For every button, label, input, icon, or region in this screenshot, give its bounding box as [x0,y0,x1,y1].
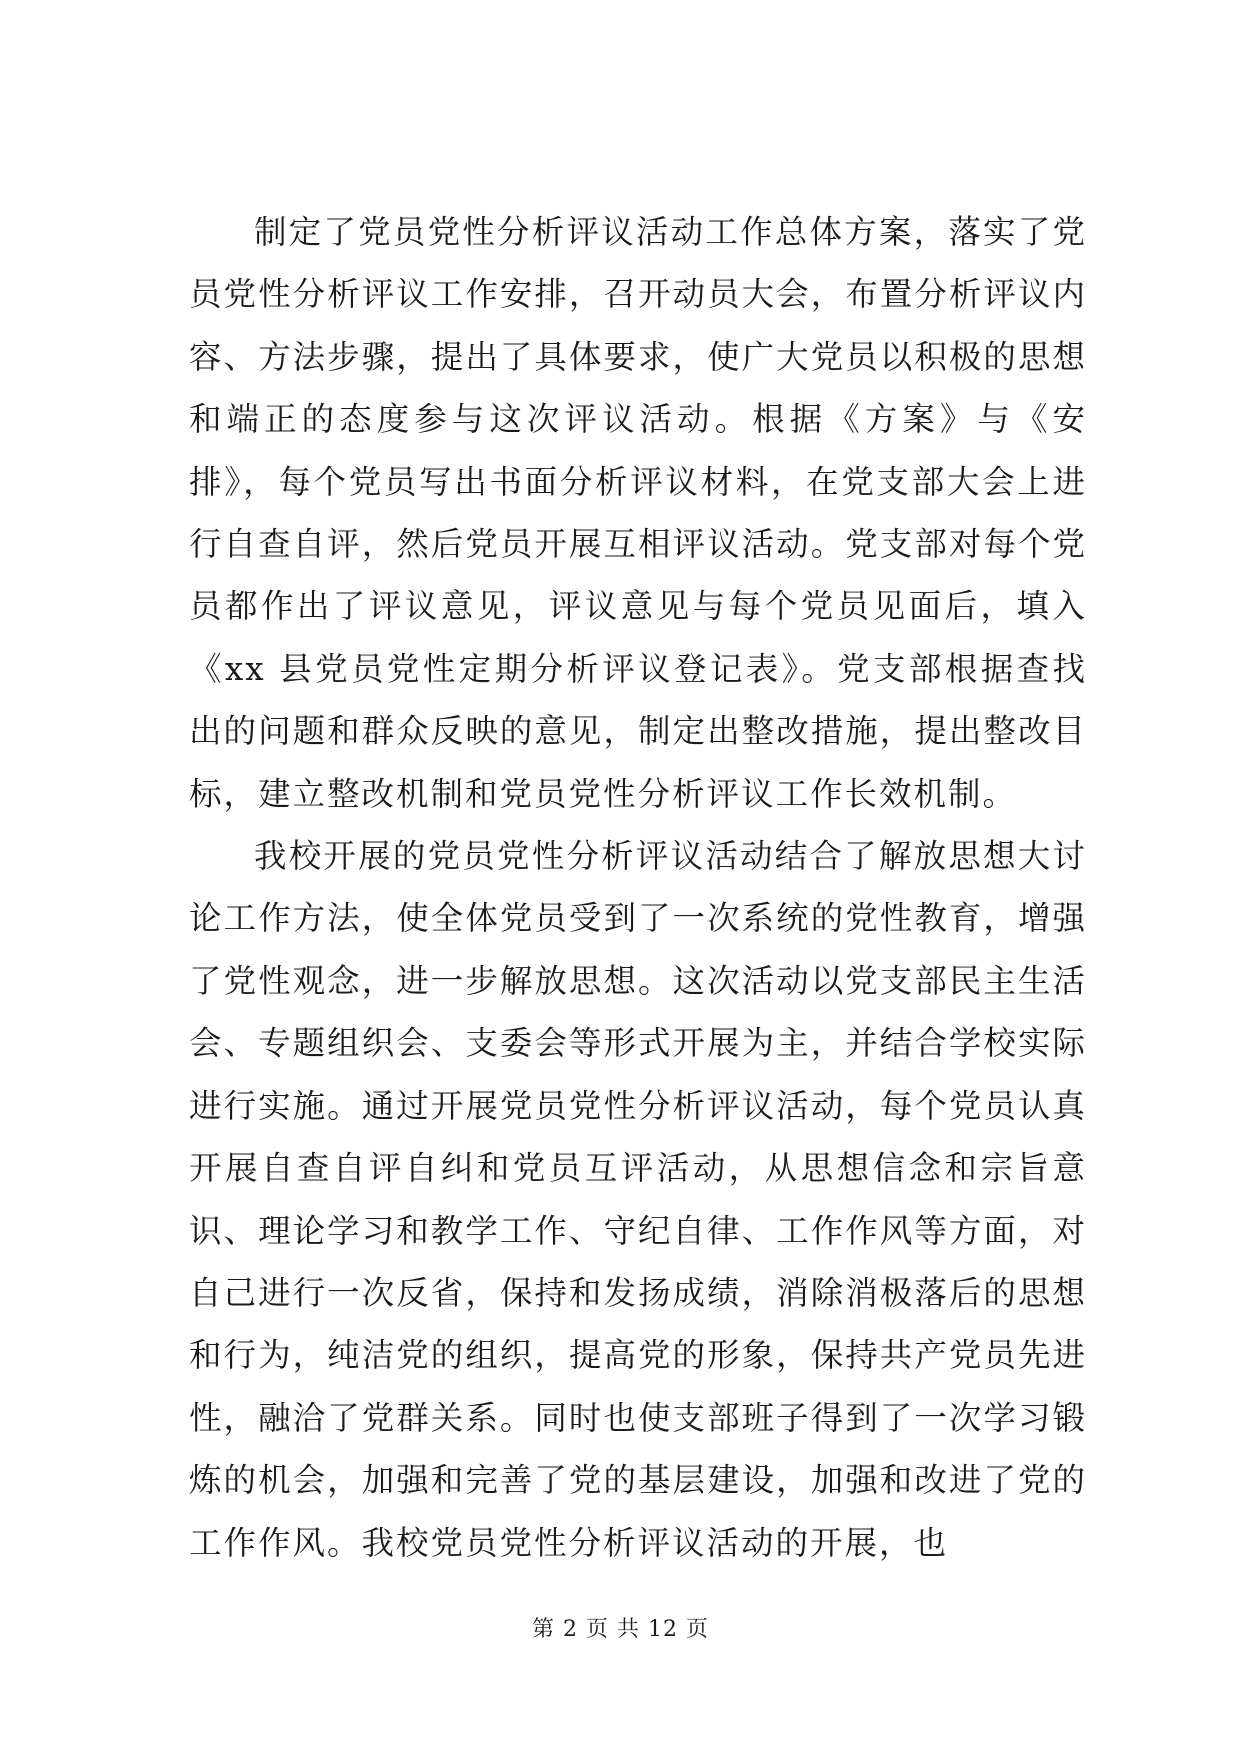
document-body [189,201,1087,1574]
page-footer [0,1615,1241,1645]
paragraph-1: 制定了党员党性分析评议活动工作总体方案，落实了党员党性分析评议工作安排，召开动员大会，布置分析评议内容、方法步骤，提出了具体要求，使广大党员以积极的思想和端正的态度参与这次评议活动。根据《方案》与《安排》，每个党员写出书面分析评议材料，在党支部大会上进行自查自评，然后党员开展互相评议活动。党支部对每个党员都作出了评议意见，评议意见与每个党员见面后，填入《xx 县党员党性定期分析评议登记表》。党支部根据查找出的问题和群众反映的意见，制定出整改措施，提出整改目标，建立整改机制和党员党性分析评议工作长效机制。 [189,213,1087,813]
page-number: 第 2 页 共 12 页 [532,1617,709,1642]
paragraph-2: 我校开展的党员党性分析评议活动结合了解放思想大讨论工作方法，使全体党员受到了一次系统的党性教育，增强了党性观念，进一步解放思想。这次活动以党支部民主生活会、专题组织会、支委会等形式开展为主，并结合学校实际进行实施。通过开展党员党性分析评议活动，每个党员认真开展自查自评自纠和党员互评活动，从思想信念和宗旨意识、理论学习和教学工作、守纪自律、工作作风等方面，对自己进行一次反省，保持和发扬成绩，消除消极落后的思想和行为，纯洁党的组织，提高党的形象，保持共产党员先进性，融洽了党群关系。同时也使支部班子得到了一次学习锻炼的机会，加强和完善了党的基层建设，加强和改进了党的工作作风。我校党员党性分析评议活动的开展，也 [189,837,1087,1562]
